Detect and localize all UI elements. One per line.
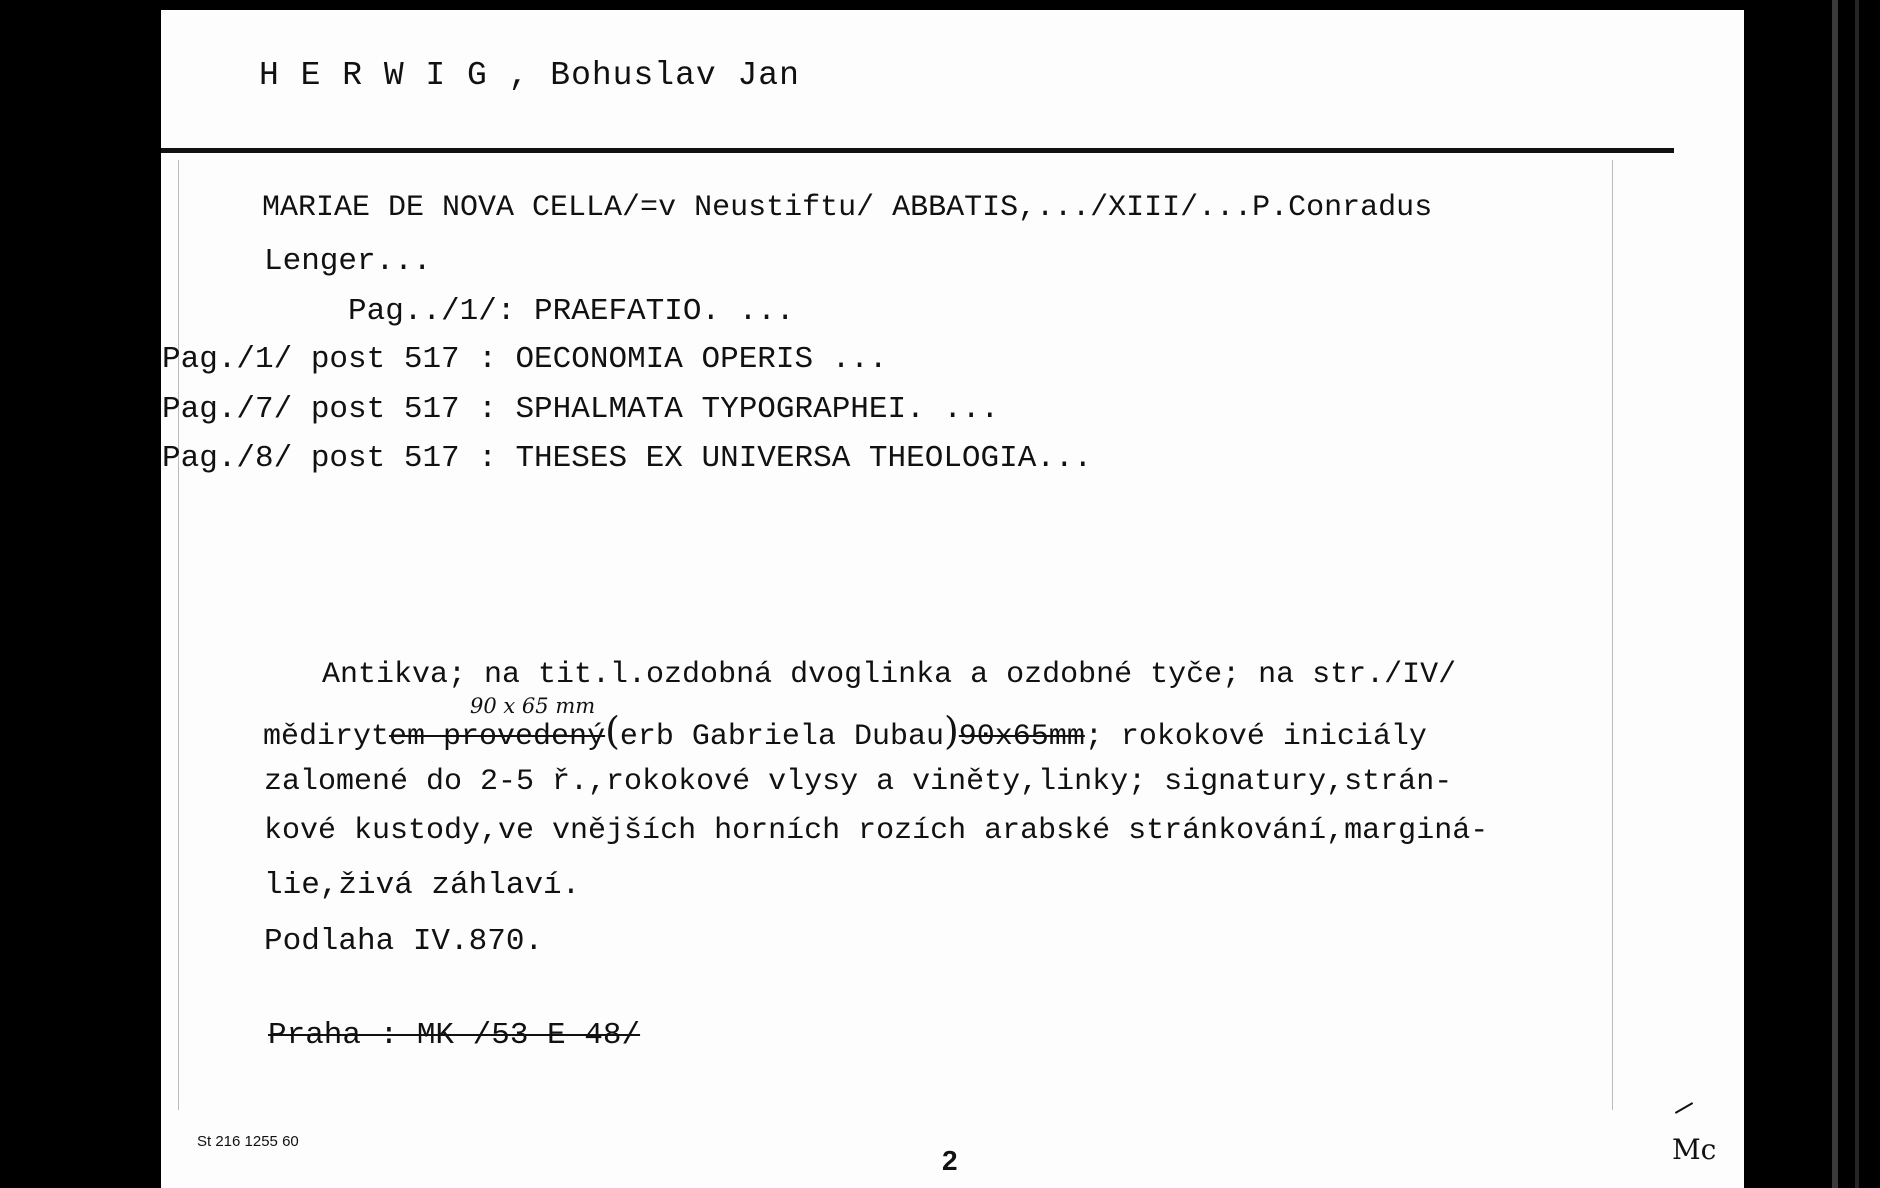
heading-rule xyxy=(161,148,1674,153)
heading-separator: , xyxy=(487,57,551,94)
struck-location-line: Praha : MK /53 E 48/ xyxy=(268,1018,641,1053)
catalog-card xyxy=(161,10,1744,1188)
description-line-5: lie,živá záhlaví. xyxy=(264,868,581,903)
scan-edge xyxy=(1832,0,1838,1188)
heading-given-name: Bohuslav Jan xyxy=(550,57,800,94)
struck-text: 90x65mm xyxy=(958,720,1085,754)
description-line-3: zalomené do 2-5 ř.,rokokové vlysy a viněty,linky; signatury,strán- xyxy=(264,765,1453,799)
description-line-4: kové kustody,ve vnějších horních rozích arabské stránkování,marginá- xyxy=(264,814,1489,848)
handwritten-dimension: 90 x 65 mm xyxy=(470,694,596,718)
struck-text: em provedený xyxy=(389,720,606,754)
pagination-line-2: Pag./1/ post 517 : OECONOMIA OPERIS ... xyxy=(162,342,888,377)
scan-edge xyxy=(1855,0,1859,1188)
page-number: 2 xyxy=(942,1145,958,1176)
title-line-2: Lenger... xyxy=(264,244,432,279)
pagination-line-4: Pag./8/ post 517 : THESES EX UNIVERSA THEOLOGIA... xyxy=(162,441,1093,476)
bibliographic-reference: Podlaha IV.870. xyxy=(264,924,544,959)
pagination-line-1: Pag../1/: PRAEFATIO. ... xyxy=(348,294,795,329)
print-code: St 216 1255 60 xyxy=(197,1133,299,1150)
title-line-1: MARIAE DE NOVA CELLA/=v Neustiftu/ ABBATIS,.../XIII/...P.Conradus xyxy=(262,191,1433,225)
card-heading xyxy=(259,57,800,94)
description-text: ; rokokové iniciály xyxy=(1084,720,1427,754)
description-text: erb Gabriela Dubau xyxy=(619,720,944,754)
heading-surname: H E R W I G xyxy=(259,57,488,94)
handwritten-paren: ) xyxy=(943,709,959,753)
handwritten-paren: ( xyxy=(605,709,620,753)
description-line-1: Antikva; na tit.l.ozdobná dvoglinka a ozdobné tyče; na str./IV/ xyxy=(322,658,1457,692)
description-text: mědiryt xyxy=(263,720,390,754)
description-line-2 xyxy=(263,709,1427,754)
pagination-line-3: Pag./7/ post 517 : SPHALMATA TYPOGRAPHEI. ... xyxy=(162,392,1000,427)
margin-line xyxy=(178,160,179,1110)
cataloger-initials: Mc xyxy=(1672,1133,1717,1166)
margin-line xyxy=(1612,160,1613,1110)
